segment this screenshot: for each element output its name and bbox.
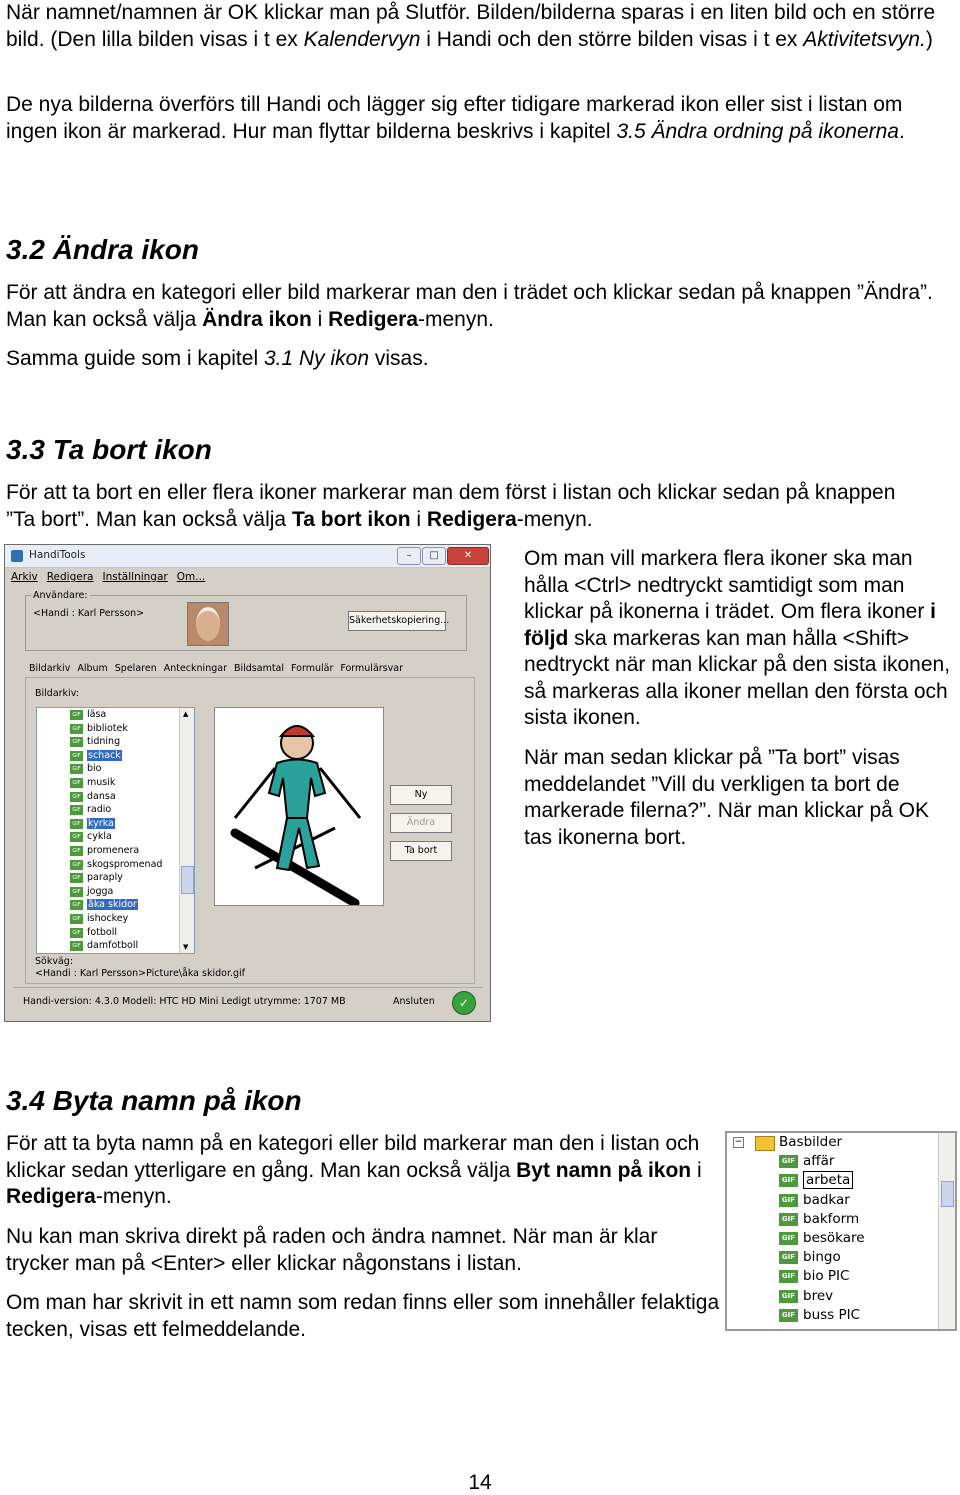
tree-item[interactable] [37, 858, 194, 872]
tree-item[interactable] [37, 776, 194, 790]
skier-icon [215, 708, 383, 905]
tree-item-label: affär [803, 1153, 835, 1170]
gif-icon: GIF [70, 737, 83, 747]
gif-icon: GIF [70, 710, 83, 720]
rename-tree[interactable] [725, 1131, 957, 1331]
tree-item[interactable] [727, 1152, 955, 1171]
menu-redigera[interactable]: Redigera [46, 571, 94, 583]
edit-button[interactable]: Ändra [390, 813, 452, 833]
tree-item[interactable] [727, 1191, 955, 1210]
menu-installningar[interactable]: Inställningar [102, 571, 168, 583]
tree-item[interactable] [727, 1229, 955, 1248]
tab-bildsamtal[interactable]: Bildsamtal [233, 663, 285, 674]
menu-om[interactable]: Om... [176, 571, 206, 583]
avatar [187, 602, 229, 646]
tree-item[interactable] [37, 898, 194, 912]
tree-item[interactable] [37, 844, 194, 858]
gif-icon: GIF [779, 1251, 798, 1264]
tree-item-label: ishockey [87, 912, 129, 924]
gif-icon: GIF [70, 778, 83, 788]
tree-item[interactable] [37, 762, 194, 776]
close-icon[interactable]: ✕ [447, 547, 489, 565]
scroll-down-icon[interactable]: ▼ [183, 943, 189, 951]
tree-item-label: kyrka [88, 817, 114, 829]
gif-icon: GIF [70, 860, 83, 870]
gif-icon: GIF [779, 1309, 798, 1322]
s33-side-paragraph-1: Om man vill markera flera ikoner ska man hålla <Ctrl> nedtryckt samtidigt som man klickar på ikonerna i trädet. Om flera ikoner i följd ska markeras kan man hålla <Shift> nedtryckt när man klickar på den sista ikonen, så markeras alla ikoner mellan den första och sista ikonen. [524, 547, 951, 729]
gif-icon: GIF [779, 1155, 798, 1168]
gif-icon: GIF [70, 805, 83, 815]
s34-paragraph-2: Nu kan man skriva direkt på raden och ändra namnet. När man är klar trycker man på <Enter> eller klickar någonstans i listan. [6, 1225, 658, 1275]
scroll-up-icon[interactable]: ▲ [183, 710, 189, 718]
tree-root[interactable]: − Basbilder [734, 1134, 843, 1150]
gif-icon: GIF [70, 764, 83, 774]
path-value: <Handi : Karl Persson>Picture\åka skidor.gif [35, 968, 246, 979]
image-preview [214, 707, 384, 906]
tree-item[interactable] [37, 722, 194, 736]
tree-item-label: skogspromenad [87, 858, 163, 870]
tree-item-label: radio [87, 804, 112, 816]
tree-item[interactable] [37, 885, 194, 899]
tree-item-label: bio [87, 763, 102, 775]
section-heading-3-4: 3.4 Byta namn på ikon [6, 1085, 302, 1116]
tree-item-label: dansa [87, 790, 116, 802]
tree-item[interactable] [727, 1287, 955, 1306]
gif-icon: GIF [70, 928, 83, 938]
status-text: Handi-version: 4.3.0 Modell: HTC HD Mini Ledigt utrymme: 1707 MB [23, 996, 346, 1007]
image-tree[interactable] [36, 707, 195, 954]
tree-item-label: bio PIC [803, 1268, 850, 1285]
tree-item[interactable] [37, 912, 194, 926]
gif-icon: GIF [70, 873, 83, 883]
gif-icon: GIF [70, 792, 83, 802]
maximize-icon[interactable]: □ [422, 547, 446, 565]
gif-icon: GIF [779, 1174, 798, 1187]
intro-paragraph-2: De nya bilderna överförs till Handi och lägger sig efter tidigare markerad ikon eller sist i listan om ingen ikon är markerad. Hur man flyttar bilderna beskrivs i kapitel 3.5 Ändra ordning på ikonerna. [6, 93, 905, 143]
tree-item[interactable] [727, 1248, 955, 1267]
tree-item-label: tidning [87, 736, 121, 748]
gif-icon: GIF [779, 1213, 798, 1226]
section-heading-3-3: 3.3 Ta bort ikon [6, 434, 212, 465]
delete-button[interactable]: Ta bort [390, 841, 452, 861]
path-label: Sökväg: [35, 956, 74, 967]
intro-paragraph-1: När namnet/namnen är OK klickar man på Slutför. Bilden/bilderna sparas i en liten bild och en större bild. (Den lilla bilden visas i t ex Kalendervyn i Handi och den större bilden visas i t ex Aktivitetsvyn.) [6, 1, 936, 51]
handitools-window [4, 544, 491, 1022]
tab-album[interactable]: Album [77, 663, 108, 674]
gif-icon: GIF [70, 941, 83, 951]
tree-item-label: schack [88, 749, 121, 761]
connected-icon[interactable]: ✓ [452, 991, 476, 1015]
backup-button[interactable]: Säkerhetskopiering... [348, 611, 446, 631]
tree-item-label: fotboll [87, 926, 118, 938]
tree-item-label: damfotboll [87, 940, 139, 952]
window-title: HandiTools [29, 549, 86, 561]
tree-item[interactable] [727, 1267, 955, 1286]
page-number: 14 [468, 1471, 492, 1494]
s33-paragraph-1: För att ta bort en eller flera ikoner markerar man dem först i listan och klickar sedan på knappen ”Ta bort”. Man kan också välja Ta bort ikon i Redigera-menyn. [6, 481, 896, 531]
gif-icon: GIF [70, 751, 83, 761]
tree-item-label: cykla [87, 831, 112, 843]
gif-icon: GIF [70, 832, 83, 842]
gif-icon: GIF [70, 900, 83, 910]
tree-item[interactable] [727, 1210, 955, 1229]
tree-item[interactable] [37, 817, 194, 831]
gif-icon: GIF [70, 887, 83, 897]
tree-item-label: läsa [87, 709, 107, 720]
tree-item[interactable] [37, 790, 194, 804]
rename-input[interactable]: arbeta [803, 1171, 853, 1189]
tree-item[interactable] [37, 871, 194, 885]
tab-bildarkiv[interactable]: Bildarkiv [29, 663, 71, 674]
status-bar [13, 987, 483, 1016]
tab-formular[interactable]: Formulär [291, 663, 334, 674]
bildarkiv-label: Bildarkiv: [35, 688, 79, 699]
rename-tree-scrollbar[interactable] [938, 1133, 955, 1329]
new-button[interactable]: Ny [390, 785, 452, 805]
s32-paragraph-1: För att ändra en kategori eller bild markerar man den i trädet och klickar sedan på knappen ”Ändra”. Man kan också välja Ändra ikon i Redigera-menyn. [6, 281, 933, 331]
tree-item-label: promenera [87, 844, 140, 856]
gif-icon: GIF [779, 1232, 798, 1245]
s34-paragraph-3: Om man har skrivit in ett namn som redan finns eller som innehåller felaktiga tecken, visas ett felmeddelande. [6, 1291, 720, 1341]
tree-item-label: jogga [87, 885, 114, 897]
tree-item-label: badkar [803, 1191, 850, 1208]
collapse-icon[interactable]: − [734, 1137, 743, 1147]
menu-arkiv[interactable]: Arkiv [11, 571, 38, 583]
tree-item[interactable] [727, 1306, 955, 1325]
gif-icon: GIF [779, 1290, 798, 1303]
tree-scrollbar[interactable] [179, 708, 194, 953]
tree-item-label: åka skidor [88, 899, 137, 911]
tree-item-label: bibliotek [87, 722, 128, 734]
tree-item[interactable] [37, 939, 194, 953]
window-titlebar [5, 545, 490, 568]
tree-item-label: brev [803, 1287, 834, 1304]
gif-icon: GIF [70, 846, 83, 856]
tree-item-label: bakform [803, 1210, 860, 1227]
tree-item-label: musik [87, 776, 116, 788]
tab-bar [29, 663, 410, 674]
section-heading-3-2: 3.2 Ändra ikon [6, 234, 199, 265]
gif-icon: GIF [70, 724, 83, 734]
tab-spelaren[interactable]: Spelaren [114, 663, 157, 674]
tree-item-label: besökare [803, 1229, 865, 1246]
tree-item[interactable] [727, 1171, 955, 1190]
tree-item[interactable] [37, 708, 194, 722]
tab-formularsvar[interactable]: Formulärsvar [340, 663, 403, 674]
s33-side-paragraph-2: När man sedan klickar på ”Ta bort” visas meddelandet ”Vill du verkligen ta bort de markerade filerna?”. När man klickar på OK tas ikonerna bort. [524, 746, 929, 849]
s32-paragraph-2: Samma guide som i kapitel 3.1 Ny ikon visas. [6, 347, 429, 370]
user-value: <Handi : Karl Persson> [33, 608, 145, 619]
menu-bar [11, 571, 214, 583]
s34-paragraph-1: För att ta byta namn på en kategori eller bild markerar man den i listan och klickar sedan ytterligare en gång. Man kan också välja Byt namn på ikon i Redigera-menyn. [6, 1132, 702, 1208]
scroll-thumb[interactable] [941, 1181, 954, 1207]
tree-item[interactable] [37, 803, 194, 817]
tree-item-label: bingo [803, 1249, 841, 1266]
gif-icon: GIF [70, 819, 83, 829]
scroll-thumb[interactable] [181, 866, 194, 894]
tree-item[interactable] [37, 735, 194, 749]
tree-item[interactable] [37, 926, 194, 940]
connection-status: Ansluten [393, 996, 435, 1007]
gif-icon: GIF [70, 914, 83, 924]
tree-item[interactable] [37, 749, 194, 763]
tree-item[interactable] [37, 830, 194, 844]
folder-icon [755, 1136, 775, 1151]
minimize-icon[interactable]: – [397, 547, 421, 565]
gif-icon: GIF [779, 1194, 798, 1207]
tree-item-label: buss PIC [803, 1306, 861, 1323]
tab-anteckningar[interactable]: Anteckningar [163, 663, 227, 674]
app-icon [11, 550, 23, 562]
user-label: Användare: [33, 590, 88, 601]
gif-icon: GIF [779, 1270, 798, 1283]
tree-item-label: paraply [87, 872, 123, 884]
